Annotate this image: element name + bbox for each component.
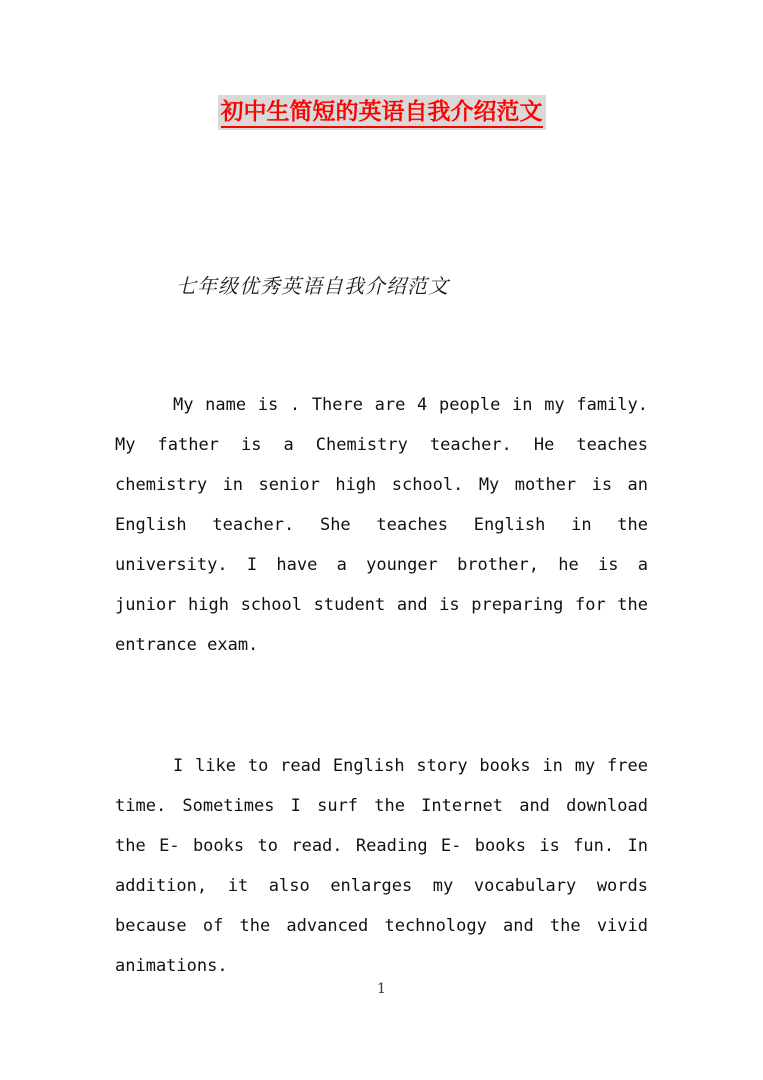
text-line: English teacher. She teaches English in the: [115, 515, 648, 535]
doc-subtitle: 七年级优秀英语自我介绍范文: [176, 274, 449, 298]
text-line: entrance exam.: [115, 635, 259, 655]
text-line: chemistry in senior high school. My mother is an: [115, 475, 648, 495]
text-line: because of the advanced technology and the vivid: [115, 916, 648, 936]
text-line: animations.: [115, 956, 228, 976]
text-line: My name is . There are 4 people in my family.: [173, 395, 648, 415]
paragraph-2: [115, 746, 648, 986]
text-line: addition, it also enlarges my vocabulary words: [115, 876, 648, 896]
text-line: junior high school student and is preparing for the: [115, 595, 648, 615]
text-line: the E- books to read. Reading E- books is fun. In: [115, 836, 648, 856]
text-line: My father is a Chemistry teacher. He teaches: [115, 435, 648, 455]
text-line: I like to read English story books in my free: [173, 756, 648, 776]
paragraph-1: [115, 385, 648, 665]
text-line: time. Sometimes I surf the Internet and download: [115, 796, 648, 816]
title-row: [0, 95, 763, 130]
text-line: university. I have a younger brother, he is a: [115, 555, 648, 575]
title-highlight: [218, 95, 546, 130]
page-number: 1: [377, 981, 386, 997]
doc-title: 初中生简短的英语自我介绍范文: [221, 98, 543, 128]
